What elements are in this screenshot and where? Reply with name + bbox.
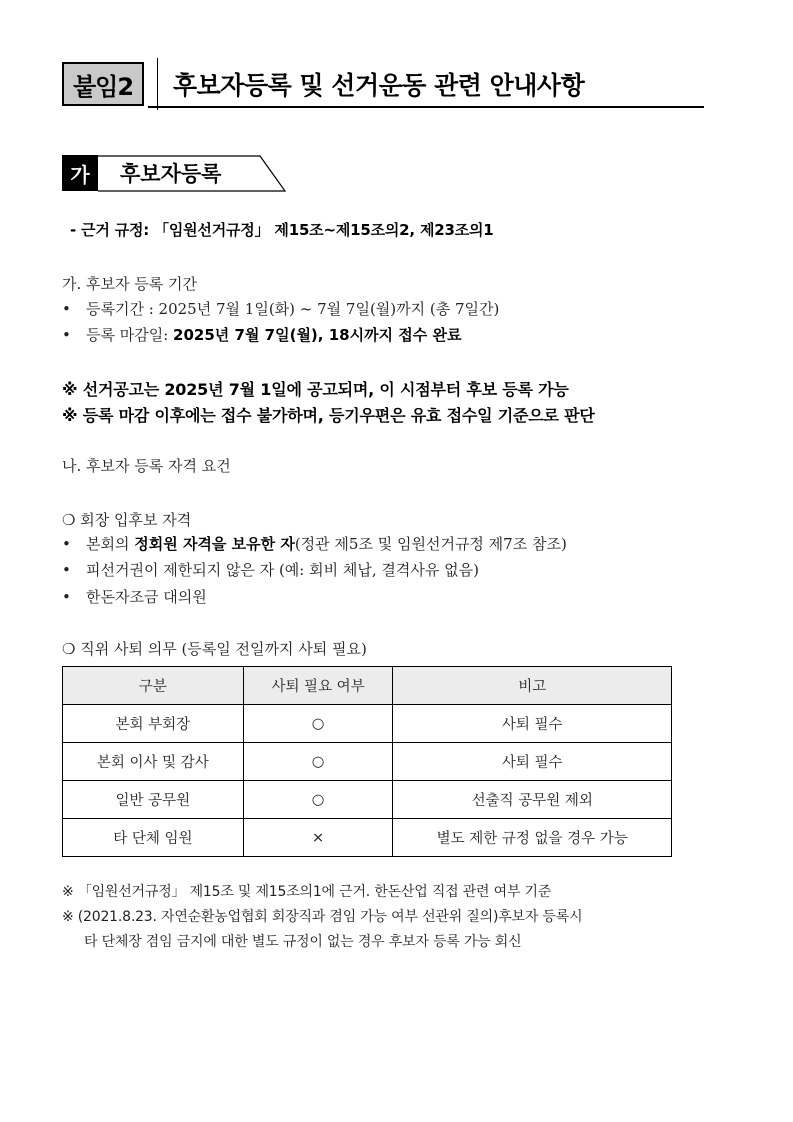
cell-resign-required: × <box>243 819 393 857</box>
table-row <box>63 743 672 781</box>
cell-remarks: 사퇴 필수 <box>393 743 672 781</box>
bullet-icon: • <box>62 535 71 553</box>
basis-regulation: - 근거 규정: 「임원선거규정」 제15조~제15조의2, 제23조의1 <box>70 221 494 239</box>
resignation-table <box>62 666 672 857</box>
period-heading: 가. 후보자 등록 기간 <box>62 275 197 293</box>
column-header-category: 구분 <box>63 667 244 705</box>
cell-remarks: 사퇴 필수 <box>393 705 672 743</box>
cell-resign-required: ○ <box>243 705 393 743</box>
note-1: ※ 선거공고는 2025년 7월 1일에 공고되며, 이 시점부터 후보 등록 가능 <box>62 380 569 399</box>
period-bullet-2-prefix: 등록 마감일: <box>86 326 174 344</box>
cell-category: 타 단체 임원 <box>63 819 244 857</box>
footnote-2-line-2: 타 단체장 겸임 금지에 대한 별도 규정이 없는 경우 후보자 등록 가능 회신 <box>84 934 522 950</box>
table-row <box>63 705 672 743</box>
footnote-1: ※ 「임원선거규정」 제15조 및 제15조의1에 근거. 한돈산업 직접 관련 여부 기준 <box>62 884 552 900</box>
cell-category: 일반 공무원 <box>63 781 244 819</box>
cell-category: 본회 이사 및 감사 <box>63 743 244 781</box>
column-header-remarks: 비고 <box>393 667 672 705</box>
section-badge: 가 <box>62 155 98 191</box>
page-title: 후보자등록 및 선거운동 관련 안내사항 <box>173 71 585 100</box>
qualification-item-1-suffix: (정관 제5조 및 임원선거규정 제7조 참조) <box>294 535 567 553</box>
cell-remarks: 별도 제한 규정 없을 경우 가능 <box>393 819 672 857</box>
qualification-heading: 나. 후보자 등록 자격 요건 <box>62 457 231 475</box>
section-title: 후보자등록 <box>120 162 222 186</box>
period-bullet-1 <box>62 298 499 319</box>
table-row <box>63 781 672 819</box>
attachment-tag: 붙임2 <box>62 62 144 106</box>
column-header-resign-required: 사퇴 필요 여부 <box>243 667 393 705</box>
qualification-item-3-text: 한돈자조금 대의원 <box>86 588 207 606</box>
table-row <box>63 819 672 857</box>
title-underline <box>148 106 704 108</box>
period-bullet-1-text: 등록기간 : 2025년 7월 1일(화) ~ 7월 7일(월)까지 (총 7일간) <box>86 300 500 318</box>
bullet-icon: • <box>62 588 71 606</box>
table-header-row <box>63 667 672 705</box>
cell-resign-required: ○ <box>243 743 393 781</box>
qualification-item-2-text: 피선거권이 제한되지 않은 자 (예: 회비 체납, 결격사유 없음) <box>86 561 479 579</box>
cell-resign-required: ○ <box>243 781 393 819</box>
note-2: ※ 등록 마감 이후에는 접수 불가하며, 등기우편은 유효 접수일 기준으로 판단 <box>62 406 595 425</box>
title-divider <box>157 58 158 110</box>
qualification-item-3 <box>62 586 207 607</box>
president-qualification-heading: ❍ 회장 입후보 자격 <box>62 511 192 529</box>
deadline-emphasis: 2025년 7월 7일(월), 18시까지 접수 완료 <box>173 326 462 344</box>
qualification-item-1-prefix: 본회의 <box>86 535 135 553</box>
qualification-item-2 <box>62 559 479 580</box>
footnote-2-line-1: ※ (2021.8.23. 자연순환농업협회 회장직과 겸임 가능 여부 선관위 질의)후보자 등록시 <box>62 909 583 925</box>
cell-category: 본회 부회장 <box>63 705 244 743</box>
qualification-item-1-emphasis: 정회원 자격을 보유한 자 <box>134 535 295 553</box>
resignation-duty-heading: ❍ 직위 사퇴 의무 (등록일 전일까지 사퇴 필요) <box>62 640 367 658</box>
bullet-icon: • <box>62 326 71 344</box>
cell-remarks: 선출직 공무원 제외 <box>393 781 672 819</box>
period-bullet-2 <box>62 324 461 345</box>
qualification-item-1 <box>62 533 567 554</box>
bullet-icon: • <box>62 561 71 579</box>
bullet-icon: • <box>62 300 71 318</box>
